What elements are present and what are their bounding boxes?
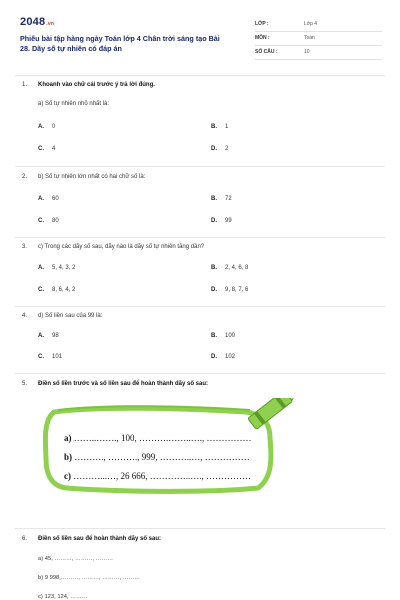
divider (15, 166, 385, 167)
info-key: LỚP : (255, 21, 269, 27)
divider (15, 75, 385, 76)
worksheet-title: Phiếu bài tập hàng ngày Toán lớp 4 Chân trời sáng tạo Bài 28. Dãy số tự nhiên có đáp án (20, 34, 220, 53)
info-row-count (255, 46, 382, 60)
question-text: Điền số liền trước và số liền sau để hoàn thành dãy số sau: (38, 381, 208, 387)
divider (15, 306, 385, 307)
info-panel (255, 18, 382, 60)
question-number: 3. (22, 244, 28, 250)
option-c[interactable]: C. 80 (38, 218, 59, 224)
divider (15, 237, 385, 238)
info-value: Toán (304, 35, 315, 41)
option-b[interactable]: B. 100 (211, 333, 236, 339)
option-a[interactable]: A. 0 (38, 124, 56, 130)
option-c[interactable]: C. 101 (38, 354, 63, 360)
info-row-class (255, 18, 382, 32)
question-text: c) Trong các dãy số sau, dãy nào là dãy số tự nhiên tăng dần? (38, 244, 205, 250)
question-number: 5. (22, 381, 28, 387)
option-b[interactable]: B. 2, 4, 6, 8 (211, 265, 249, 271)
fill-line-a[interactable]: a) 45, ………, ………, ……… (38, 556, 114, 562)
divider (15, 373, 385, 374)
crayon-frame-illustration (40, 398, 300, 498)
question-text: Khoanh vào chữ cái trước ý trả lời đúng. (38, 82, 155, 88)
site-logo[interactable] (20, 16, 54, 28)
fill-row-a[interactable]: a) ……..……., 100, ……….……..…., …………… (64, 433, 252, 443)
worksheet-header (20, 14, 382, 62)
info-key: MÔN : (255, 35, 270, 41)
question-text: b) Số tự nhiên lớn nhất có hai chữ số là: (38, 174, 146, 180)
option-d[interactable]: D. 102 (211, 354, 236, 360)
fill-line-b[interactable]: b) 9 998,………, ………, ………, ……… (38, 575, 141, 581)
question-number: 4. (22, 313, 28, 319)
info-value: 10 (304, 49, 310, 55)
option-b[interactable]: B. 1 (211, 124, 229, 130)
option-c[interactable]: C. 8, 6, 4, 2 (38, 287, 76, 293)
logo-suffix: .vn (46, 21, 55, 27)
divider (15, 528, 385, 529)
option-d[interactable]: D. 99 (211, 218, 232, 224)
option-b[interactable]: B. 72 (211, 196, 232, 202)
fill-line-c[interactable]: c) 123, 124, ……… (38, 594, 88, 600)
logo-text: 2048 (20, 16, 46, 28)
question-number: 6. (22, 536, 28, 542)
option-d[interactable]: D. 9, 8, 7, 6 (211, 287, 249, 293)
info-key: SỐ CÂU : (255, 49, 278, 55)
crayon-icon (248, 398, 300, 430)
question-number: 1. (22, 82, 28, 88)
question-text: d) Số liền sau của 99 là: (38, 313, 103, 319)
question-subtext: a) Số tự nhiên nhỏ nhất là: (38, 101, 110, 107)
info-value: Lớp 4 (304, 21, 318, 27)
option-a[interactable]: A. 60 (38, 196, 59, 202)
option-c[interactable]: C. 4 (38, 146, 56, 152)
question-number: 2. (22, 174, 28, 180)
option-a[interactable]: A. 98 (38, 333, 59, 339)
fill-row-b[interactable]: b) ………., ………., 999, ………..…, …………… (64, 452, 250, 462)
info-row-subject (255, 32, 382, 46)
option-d[interactable]: D. 2 (211, 146, 229, 152)
fill-row-c[interactable]: c) ………...…, 26 666, …………..…., …………… (64, 471, 251, 481)
option-a[interactable]: A. 5, 4, 3, 2 (38, 265, 76, 271)
question-text: Điền số liền sau để hoàn thành dãy số sau: (38, 536, 162, 542)
